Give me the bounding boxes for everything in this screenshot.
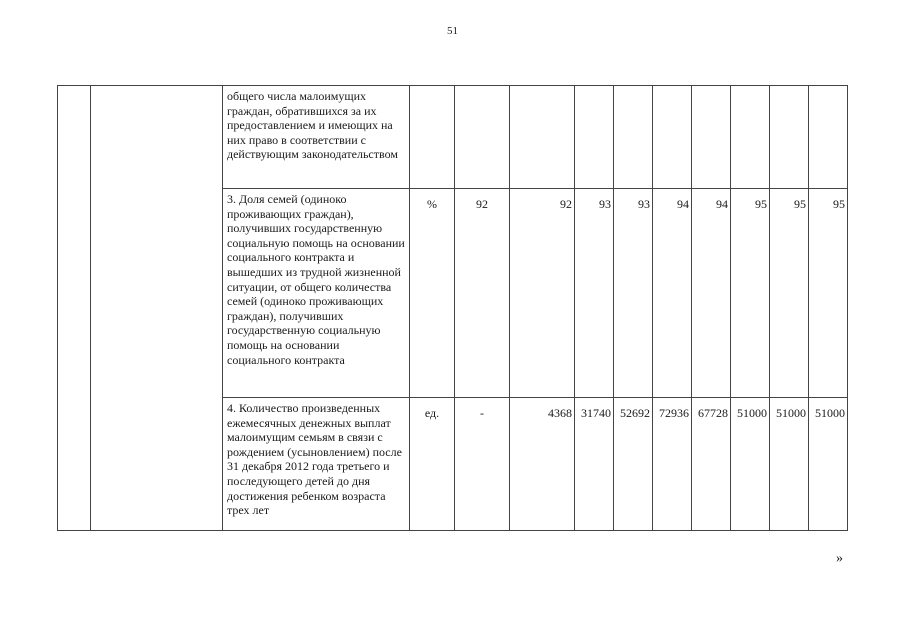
value-cell: 95 bbox=[731, 189, 770, 398]
value-cell: 67728 bbox=[692, 398, 731, 531]
value-cell: 95 bbox=[809, 189, 848, 398]
program-name-cell bbox=[91, 86, 223, 531]
unit-cell: ед. bbox=[410, 398, 455, 531]
value-cell: 31740 bbox=[575, 398, 614, 531]
value-cell: 4368 bbox=[510, 398, 575, 531]
value-cell: 94 bbox=[653, 189, 692, 398]
value-cell bbox=[614, 86, 653, 189]
row-number-cell bbox=[58, 86, 91, 531]
base-value-cell: 92 bbox=[455, 189, 510, 398]
value-cell bbox=[692, 86, 731, 189]
value-cell bbox=[510, 86, 575, 189]
indicator-description: общего числа малоимущих граждан, обратившихся за их предоставлением и имеющих на них право в соответствии с действующим законодательством bbox=[223, 86, 410, 189]
value-cell: 51000 bbox=[731, 398, 770, 531]
value-cell: 92 bbox=[510, 189, 575, 398]
closing-quote: » bbox=[836, 551, 843, 566]
value-cell: 51000 bbox=[770, 398, 809, 531]
value-cell: 93 bbox=[575, 189, 614, 398]
base-value-cell: - bbox=[455, 398, 510, 531]
table-row bbox=[58, 86, 848, 189]
value-cell bbox=[770, 86, 809, 189]
base-value-cell bbox=[455, 86, 510, 189]
value-cell: 51000 bbox=[809, 398, 848, 531]
unit-cell: % bbox=[410, 189, 455, 398]
value-cell: 94 bbox=[692, 189, 731, 398]
value-cell bbox=[809, 86, 848, 189]
value-cell bbox=[575, 86, 614, 189]
value-cell: 52692 bbox=[614, 398, 653, 531]
value-cell: 72936 bbox=[653, 398, 692, 531]
unit-cell bbox=[410, 86, 455, 189]
value-cell: 93 bbox=[614, 189, 653, 398]
indicator-description: 3. Доля семей (одиноко проживающих граждан), получивших государственную социальную помощь на основании социального контракта и вышедших из трудной жизненной ситуации, от общего количества семей (одиноко проживающих граждан), получивших государственную социальную помощь на основании социального контракта bbox=[223, 189, 410, 398]
indicators-table bbox=[57, 85, 848, 531]
page-number: 51 bbox=[447, 25, 458, 37]
value-cell: 95 bbox=[770, 189, 809, 398]
indicator-description: 4. Количество произведенных ежемесячных денежных выплат малоимущим семьям в связи с рождением (усыновлением) после 31 декабря 2012 года третьего и последующего детей до дня достижения ребенком возраста трех лет bbox=[223, 398, 410, 531]
value-cell bbox=[653, 86, 692, 189]
value-cell bbox=[731, 86, 770, 189]
